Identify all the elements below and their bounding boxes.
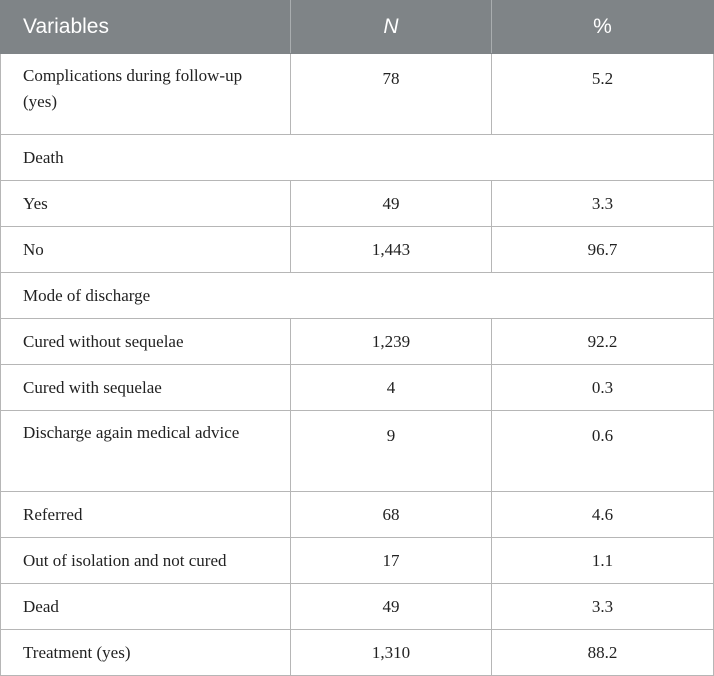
header-n: N [291, 1, 492, 54]
percent-cell: 0.6 [492, 411, 714, 492]
variable-cell: Cured without sequelae [1, 319, 291, 365]
section-row [1, 273, 714, 319]
section-row [1, 135, 714, 181]
table-row [1, 319, 714, 365]
section-label: Mode of discharge [1, 273, 714, 319]
variable-cell: Discharge again medical advice [1, 411, 291, 492]
table-body [1, 54, 714, 676]
table-row [1, 630, 714, 676]
header-row [1, 1, 714, 54]
percent-cell: 4.6 [492, 492, 714, 538]
table-row [1, 227, 714, 273]
percent-cell: 0.3 [492, 365, 714, 411]
percent-cell: 88.2 [492, 630, 714, 676]
table-row [1, 411, 714, 492]
table-row [1, 181, 714, 227]
n-cell: 78 [291, 54, 492, 135]
section-label: Death [1, 135, 714, 181]
variable-cell: No [1, 227, 291, 273]
table-row [1, 365, 714, 411]
n-cell: 9 [291, 411, 492, 492]
table-row [1, 538, 714, 584]
percent-cell: 5.2 [492, 54, 714, 135]
n-cell: 49 [291, 584, 492, 630]
table-row [1, 584, 714, 630]
percent-cell: 3.3 [492, 181, 714, 227]
n-cell: 1,239 [291, 319, 492, 365]
variable-cell: Out of isolation and not cured [1, 538, 291, 584]
n-cell: 68 [291, 492, 492, 538]
variable-cell: Complications during follow-up (yes) [1, 54, 291, 135]
percent-cell: 1.1 [492, 538, 714, 584]
header-variables: Variables [1, 1, 291, 54]
percent-cell: 92.2 [492, 319, 714, 365]
table-row [1, 492, 714, 538]
n-cell: 4 [291, 365, 492, 411]
n-cell: 1,310 [291, 630, 492, 676]
variable-cell: Treatment (yes) [1, 630, 291, 676]
header-percent: % [492, 1, 714, 54]
n-cell: 49 [291, 181, 492, 227]
n-cell: 17 [291, 538, 492, 584]
table-row [1, 54, 714, 135]
percent-cell: 3.3 [492, 584, 714, 630]
percent-cell: 96.7 [492, 227, 714, 273]
variable-cell: Referred [1, 492, 291, 538]
variable-cell: Cured with sequelae [1, 365, 291, 411]
variable-cell: Yes [1, 181, 291, 227]
n-cell: 1,443 [291, 227, 492, 273]
variable-cell: Dead [1, 584, 291, 630]
